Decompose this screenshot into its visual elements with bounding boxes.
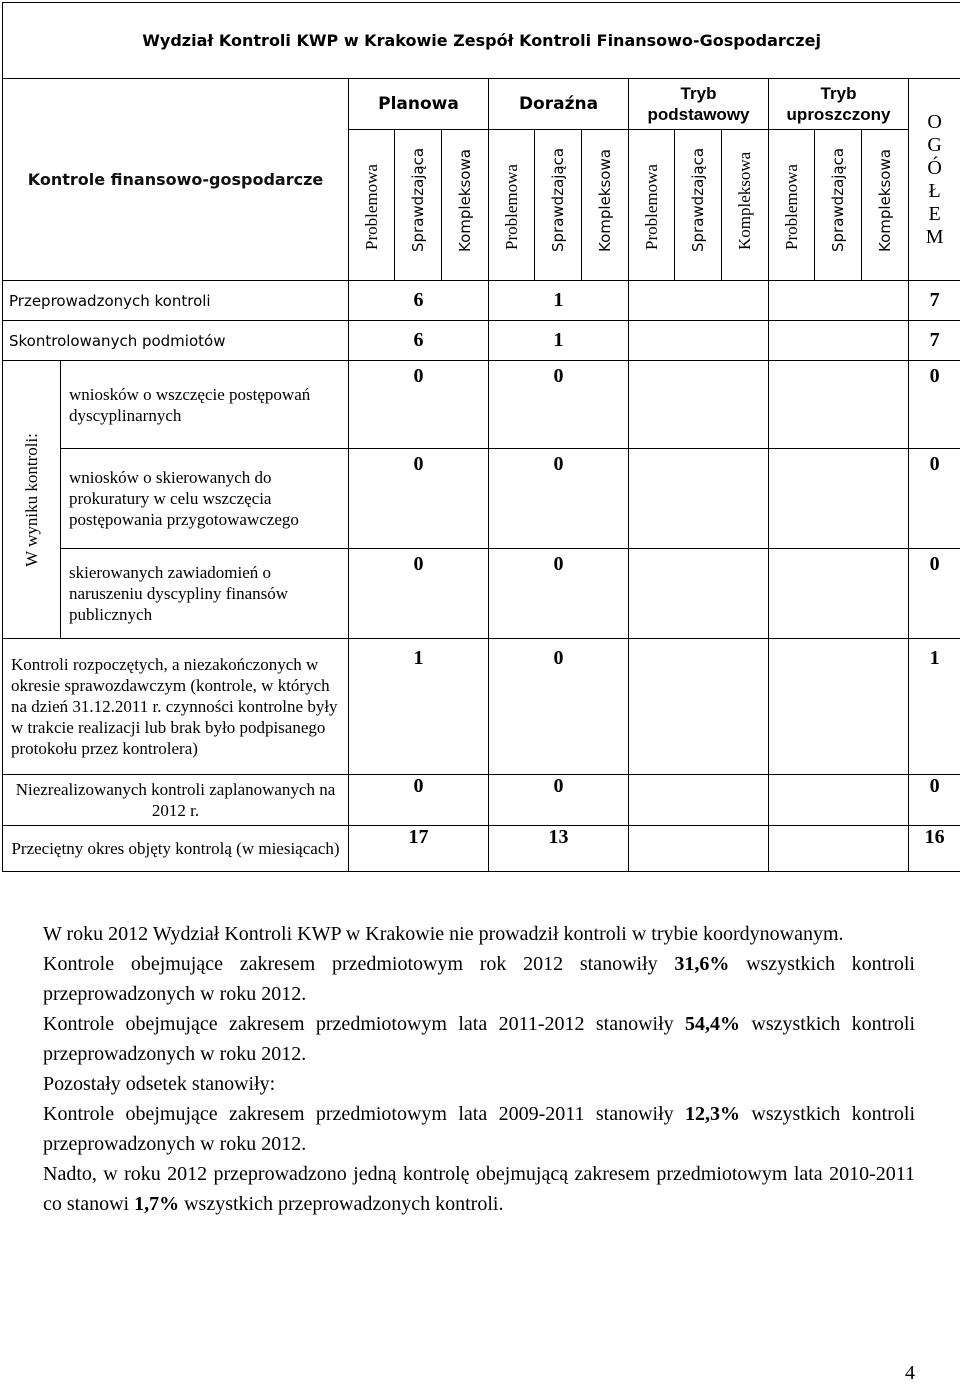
subcol-label: Problemowa — [781, 164, 801, 250]
subcol-header — [582, 130, 629, 281]
empty-cell — [769, 361, 909, 449]
subcol-label: Problemowa — [501, 164, 521, 250]
empty-cell — [769, 321, 909, 361]
value-planowa: 6 — [349, 281, 489, 321]
empty-cell — [629, 549, 769, 639]
empty-cell — [629, 361, 769, 449]
value-dorazna: 0 — [489, 775, 629, 826]
control-report-table — [2, 2, 960, 872]
subcol-header — [349, 130, 395, 281]
value-dorazna: 0 — [489, 361, 629, 449]
group-tryb-podstawowy: Tryb podstawowy — [629, 79, 769, 130]
empty-cell — [769, 549, 909, 639]
subcol-header — [395, 130, 442, 281]
subcol-label: Kompleksowa — [596, 149, 614, 252]
empty-cell — [629, 321, 769, 361]
row-label-wnioskow-wszczecie: wniosków o wszczęcie postępowań dyscyplinarnych — [61, 361, 349, 449]
ogolem-letter: O — [927, 110, 942, 133]
left-header: Kontrole finansowo-gospodarcze — [3, 79, 349, 281]
subcol-header — [722, 130, 769, 281]
value-dorazna: 0 — [489, 449, 629, 549]
value-total: 1 — [909, 639, 960, 775]
page-number: 4 — [905, 1362, 915, 1384]
empty-cell — [629, 826, 769, 872]
empty-cell — [629, 775, 769, 826]
empty-cell — [769, 449, 909, 549]
value-total: 0 — [909, 449, 960, 549]
subcol-label: Kompleksowa — [735, 151, 754, 250]
subcol-header — [769, 130, 815, 281]
subcol-label: Sprawdzająca — [689, 147, 707, 252]
empty-cell — [769, 826, 909, 872]
vertical-label: W wyniku kontroli: — [21, 432, 41, 567]
value-dorazna: 1 — [489, 281, 629, 321]
empty-cell — [769, 281, 909, 321]
w-wyniku-kontroli-label — [3, 361, 61, 639]
summary-paragraphs — [43, 919, 915, 1219]
paragraph: Kontrole obejmujące zakresem przedmiotowym rok 2012 stanowiły 31,6% wszystkich kontroli przeprowadzonych w roku 2012. — [43, 953, 915, 1005]
ogolem-letter: Ł — [928, 179, 941, 202]
subcol-header — [629, 130, 675, 281]
row-label-okres: Przeciętny okres objęty kontrolą (w miesiącach) — [3, 826, 349, 872]
value-total: 7 — [909, 321, 960, 361]
paragraph: Kontrole obejmujące zakresem przedmiotowym lata 2009-2011 stanowiły 12,3% wszystkich kontroli przeprowadzonych w roku 2012. — [43, 1103, 916, 1155]
row-label-niezrealizowanych: Niezrealizowanych kontroli zaplanowanych na 2012 r. — [3, 775, 349, 826]
value-planowa: 0 — [349, 361, 489, 449]
empty-cell — [769, 639, 909, 775]
row-label-wnioskow-prokuratury: wniosków o skierowanych do prokuratury w celu wszczęcia postępowania przygotowawczego — [61, 449, 349, 549]
subcol-label: Sprawdzająca — [829, 147, 847, 252]
value-planowa: 17 — [349, 826, 489, 872]
ogolem-letter: Ó — [927, 156, 942, 179]
value-planowa: 0 — [349, 549, 489, 639]
paragraph: Pozostały odsetek stanowiły: — [43, 1073, 276, 1095]
subcol-header — [489, 130, 535, 281]
empty-cell — [629, 449, 769, 549]
row-label-zawiadomien: skierowanych zawiadomień o naruszeniu dyscypliny finansów publicznych — [61, 549, 349, 639]
group-tryb-uproszczony: Tryb uproszczony — [769, 79, 909, 130]
value-total: 0 — [909, 361, 960, 449]
value-total: 7 — [909, 281, 960, 321]
row-label-przeprowadzonych: Przeprowadzonych kontroli — [3, 281, 349, 321]
group-dorazna: Doraźna — [489, 79, 629, 130]
subcol-header — [862, 130, 909, 281]
value-planowa: 1 — [349, 639, 489, 775]
subcol-label: Problemowa — [641, 164, 661, 250]
group-planowa: Planowa — [349, 79, 489, 130]
value-planowa: 0 — [349, 775, 489, 826]
empty-cell — [629, 281, 769, 321]
value-total: 0 — [909, 775, 960, 826]
row-label-skontrolowanych: Skontrolowanych podmiotów — [3, 321, 349, 361]
subcol-label: Sprawdzająca — [409, 147, 427, 252]
value-total: 0 — [909, 549, 960, 639]
subcol-header — [675, 130, 722, 281]
ogolem-letter: G — [927, 133, 942, 156]
ogolem-letter: M — [925, 225, 944, 248]
value-dorazna: 0 — [489, 549, 629, 639]
subcol-label: Sprawdzająca — [549, 147, 567, 252]
value-dorazna: 1 — [489, 321, 629, 361]
row-label-rozpoczetych: Kontroli rozpoczętych, a niezakończonych w okresie sprawozdawczym (kontrole, w których na dzień 31.12.2011 r. czynności kontrolne były w trakcie realizacji lub brak było podpisanego protokołu przez kontrolera) — [3, 639, 349, 775]
subcol-header — [442, 130, 489, 281]
paragraph: W roku 2012 Wydział Kontroli KWP w Krakowie nie prowadził kontroli w trybie koordynowanym. — [43, 923, 844, 945]
subcol-label: Kompleksowa — [456, 149, 474, 252]
ogolem-letter: E — [928, 202, 941, 225]
paragraph: Kontrole obejmujące zakresem przedmiotowym lata 2011-2012 stanowiły 54,4% wszystkich kontroli przeprowadzonych w roku 2012. — [43, 1013, 916, 1065]
empty-cell — [769, 775, 909, 826]
subcol-label: Kompleksowa — [876, 149, 894, 252]
subcol-header — [815, 130, 862, 281]
value-dorazna: 13 — [489, 826, 629, 872]
table-title: Wydział Kontroli KWP w Krakowie Zespół Kontroli Finansowo-Gospodarczej — [3, 3, 960, 79]
value-planowa: 0 — [349, 449, 489, 549]
ogolem-header — [909, 79, 960, 281]
value-dorazna: 0 — [489, 639, 629, 775]
paragraph: Nadto, w roku 2012 przeprowadzono jedną kontrolę obejmującą zakresem przedmiotowym lata 2010-2011 co stanowi 1,7% wszystkich przeprowadzonych kontroli. — [43, 1163, 915, 1215]
subcol-header — [535, 130, 582, 281]
value-total: 16 — [909, 826, 960, 872]
subcol-label: Problemowa — [361, 164, 381, 250]
empty-cell — [629, 639, 769, 775]
value-planowa: 6 — [349, 321, 489, 361]
